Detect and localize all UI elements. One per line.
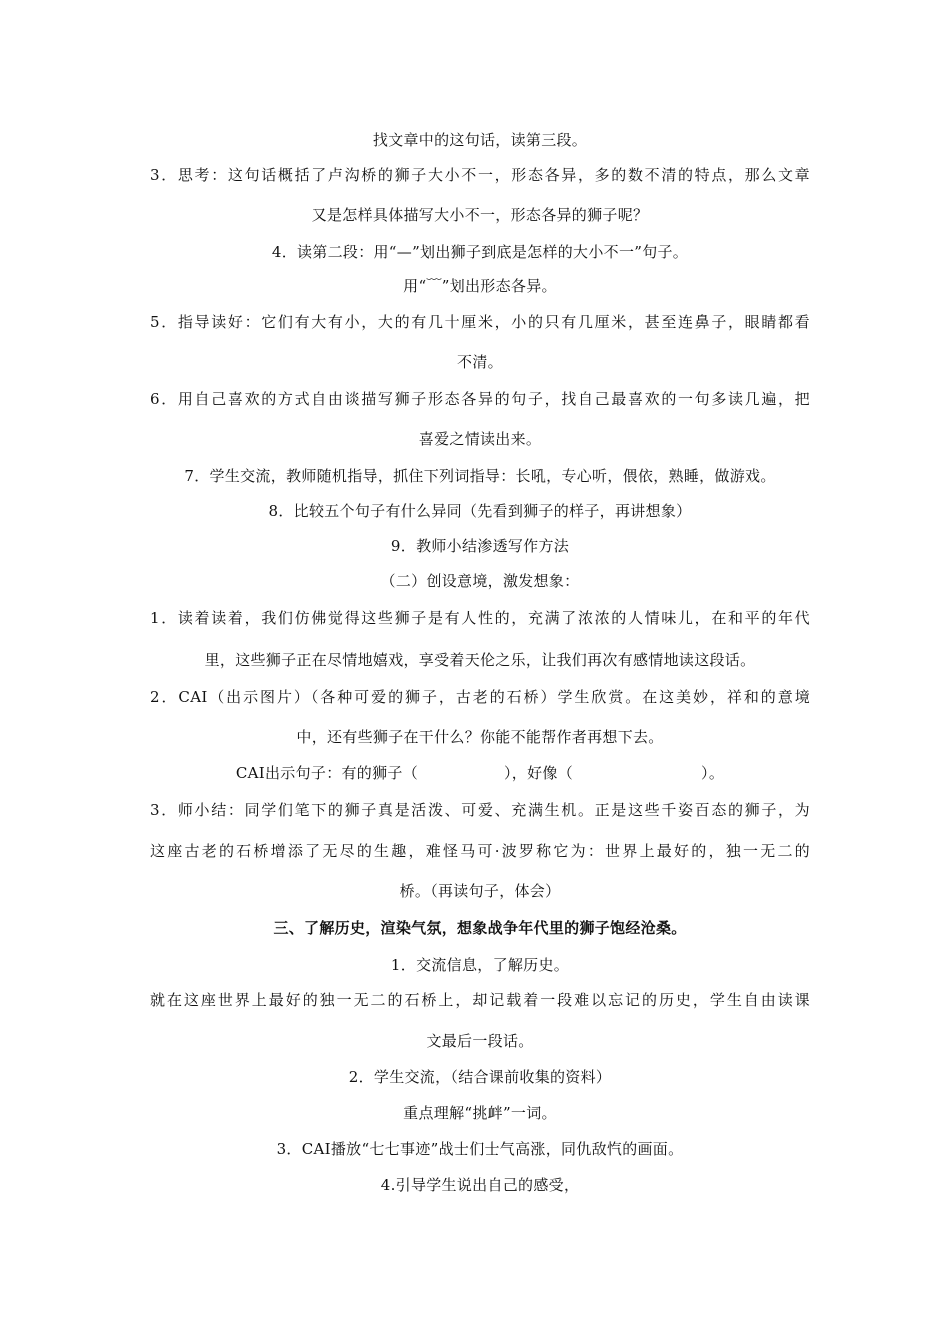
text-line: 1．交流信息，了解历史。 [390,956,570,974]
text-line: 4.引导学生说出自己的感受， [380,1176,580,1194]
text-line: 2．CAI（出示图片）（各种可爱的狮子，古老的石桥）学生欣赏。在这美妙，祥和的意境 [150,688,810,706]
text-line: 中，还有些狮子在干什么？你能不能帮作者再想下去。 [296,728,664,746]
section-heading: 三、了解历史，渲染气氛，想象战争年代里的狮子饱经沧桑。 [273,919,687,937]
text-line: 用“﹋”划出形态各异。 [403,277,557,295]
fill-in-middle: ），好像（ [504,764,574,782]
text-line: 4．读第二段：用“—”划出狮子到底是怎样的大小不一”句子。 [271,243,689,261]
text-line: 文最后一段话。 [426,1032,534,1050]
text-line: 1．读着读着，我们仿佛觉得这些狮子是有人性的，充满了浓浓的人情味儿，在和平的年代 [150,609,810,627]
text-line: 就在这座世界上最好的独一无二的石桥上，却记载着一段难以忘记的历史，学生自由读课 [150,991,810,1009]
text-line: 3．CAI播放“七七事迹”战士们士气高涨，同仇敌忾的画面。 [276,1140,684,1158]
text-line: 喜爱之情读出来。 [418,430,542,448]
text-line: 3．师小结：同学们笔下的狮子真是活泼、可爱、充满生机。正是这些千姿百态的狮子，为 [150,801,810,819]
section-subheading: （二）创设意境，激发想象： [380,572,580,590]
fill-in-suffix: ）。 [701,764,725,782]
text-line: 里，这些狮子正在尽情地嬉戏，享受着天伦之乐，让我们再次有感情地读这段话。 [204,651,756,669]
text-line: 3．思考：这句话概括了卢沟桥的狮子大小不一，形态各异，多的数不清的特点，那么文章 [150,166,810,184]
text-line: 这座古老的石桥增添了无尽的生趣，难怪马可·波罗称它为：世界上最好的，独一无二的 [150,842,810,860]
text-line: 不清。 [457,353,503,371]
text-line: 5．指导读好：它们有大有小，大的有几十厘米，小的只有几厘米，甚至连鼻子，眼睛都看 [150,313,810,331]
fill-in-sentence [150,762,810,784]
fill-in-prefix: CAI出示句子：有的狮子（ [235,764,418,782]
text-line: 6．用自己喜欢的方式自由谈描写狮子形态各异的句子，找自己最喜欢的一句多读几遍，把 [150,390,810,408]
text-line: 9．教师小结渗透写作方法 [390,537,570,555]
text-line: 又是怎样具体描写大小不一，形态各异的狮子呢？ [311,206,649,224]
text-line: 7．学生交流，教师随机指导，抓住下列词指导：长吼，专心听，偎依，熟睡，做游戏。 [184,467,776,485]
text-line: 桥。（再读句子，体会） [399,882,561,900]
text-line: 重点理解“挑衅”一词。 [403,1104,557,1122]
text-line: 找文章中的这句话，读第三段。 [372,131,588,149]
text-line: 2．学生交流，（结合课前收集的资料） [348,1068,612,1086]
text-line: 8．比较五个句子有什么异同（先看到狮子的样子，再讲想象） [268,502,692,520]
